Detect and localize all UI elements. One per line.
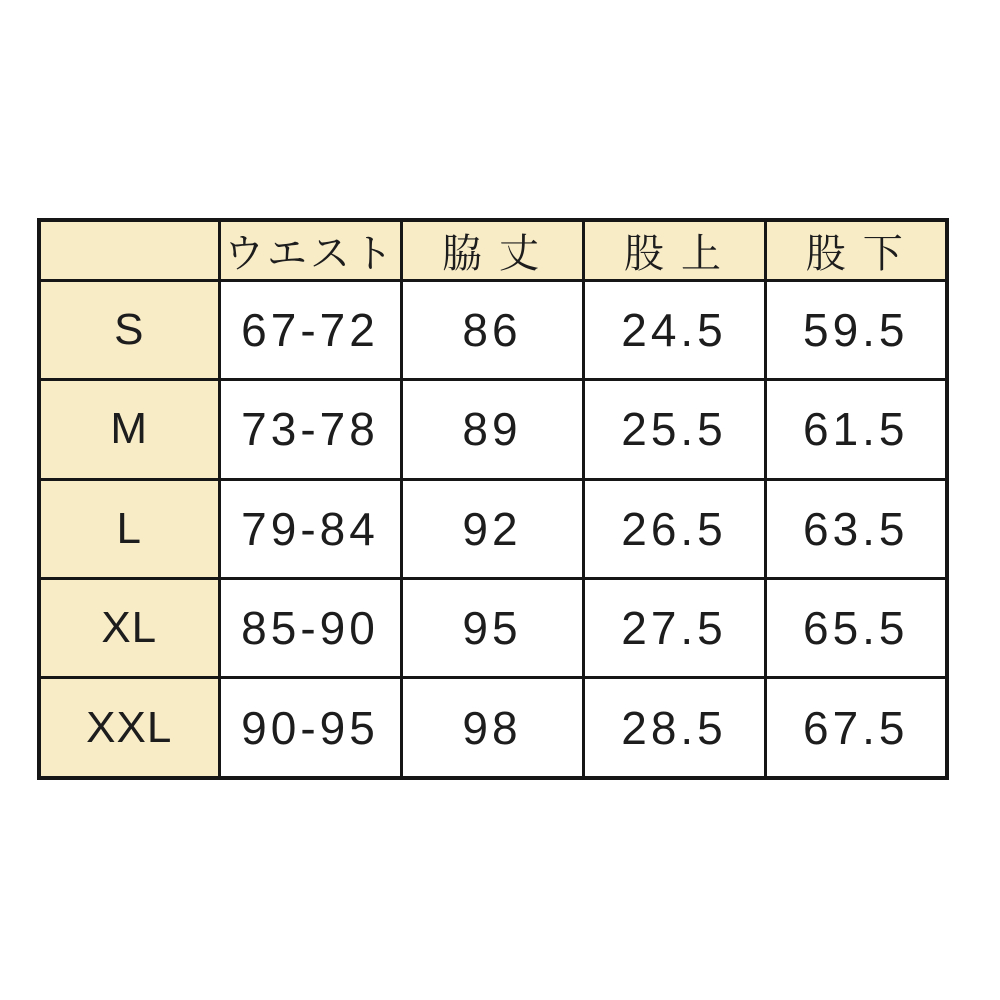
- cell-l-side-length: 92: [401, 479, 583, 578]
- header-cell-waist: ウエスト: [219, 220, 401, 281]
- cell-s-side-length: 86: [401, 281, 583, 380]
- cell-l-inseam: 63.5: [765, 479, 947, 578]
- table-row-m: [39, 380, 947, 479]
- size-label-s: S: [39, 281, 219, 380]
- cell-xxl-side-length: 98: [401, 678, 583, 778]
- cell-s-rise: 24.5: [583, 281, 765, 380]
- size-label-l: L: [39, 479, 219, 578]
- cell-s-waist: 67-72: [219, 281, 401, 380]
- header-cell-empty: [39, 220, 219, 281]
- table-row-l: [39, 479, 947, 578]
- table-row-s: [39, 281, 947, 380]
- cell-xl-waist: 85-90: [219, 578, 401, 677]
- size-label-xxl: XXL: [39, 678, 219, 778]
- cell-m-inseam: 61.5: [765, 380, 947, 479]
- cell-s-inseam: 59.5: [765, 281, 947, 380]
- cell-xl-side-length: 95: [401, 578, 583, 677]
- header-cell-rise: 股 上: [583, 220, 765, 281]
- header-row: [39, 220, 947, 281]
- cell-xl-rise: 27.5: [583, 578, 765, 677]
- cell-xxl-inseam: 67.5: [765, 678, 947, 778]
- table-row-xl: [39, 578, 947, 677]
- size-label-m: M: [39, 380, 219, 479]
- header-cell-side-length: 脇 丈: [401, 220, 583, 281]
- size-label-xl: XL: [39, 578, 219, 677]
- size-chart-table: [37, 218, 949, 780]
- cell-m-side-length: 89: [401, 380, 583, 479]
- cell-l-waist: 79-84: [219, 479, 401, 578]
- cell-l-rise: 26.5: [583, 479, 765, 578]
- cell-m-rise: 25.5: [583, 380, 765, 479]
- cell-xxl-rise: 28.5: [583, 678, 765, 778]
- header-cell-inseam: 股 下: [765, 220, 947, 281]
- cell-xl-inseam: 65.5: [765, 578, 947, 677]
- table-row-xxl: [39, 678, 947, 778]
- cell-xxl-waist: 90-95: [219, 678, 401, 778]
- cell-m-waist: 73-78: [219, 380, 401, 479]
